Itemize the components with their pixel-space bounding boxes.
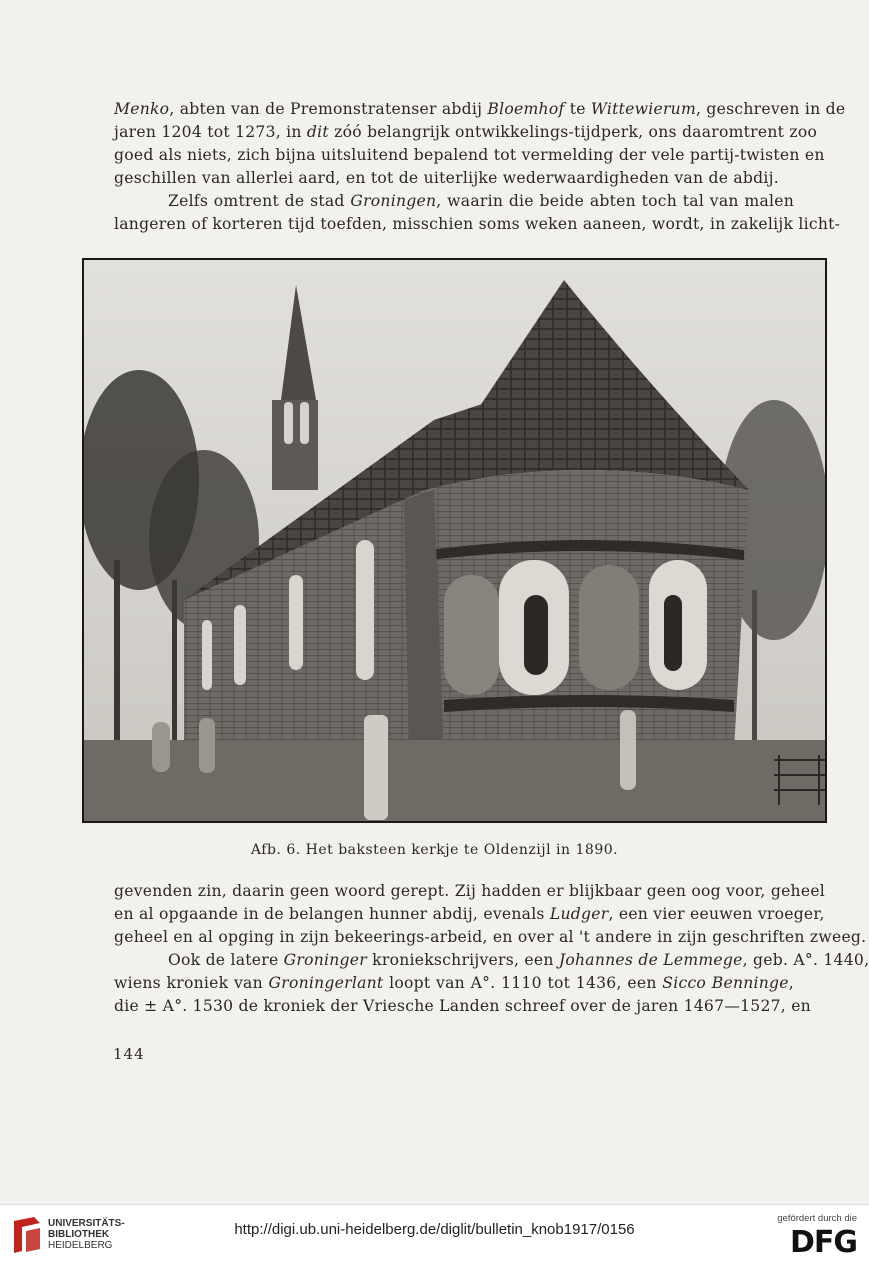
- church-illustration: [84, 260, 825, 821]
- text-run: Ook de latere: [168, 951, 284, 969]
- dfg-logo[interactable]: DFG: [789, 1225, 857, 1260]
- text-run: loopt van A°. 1110 tot 1436, een: [383, 974, 663, 992]
- italic-name: Johannes de Lemmege: [558, 951, 743, 969]
- text-run: , een vier eeuwen vroeger,: [608, 905, 825, 923]
- text-line: [114, 190, 794, 213]
- churchyard-grass: [84, 740, 825, 821]
- text-run: , abten van de Premonstratenser abdij: [169, 100, 488, 118]
- italic-name: Sicco Benninge: [662, 974, 789, 992]
- italic-name: Groningerlant: [268, 974, 384, 992]
- italic-name: Groninger: [283, 951, 367, 969]
- tower-opening: [300, 402, 309, 444]
- library-name-line: BIBLIOTHEK: [48, 1229, 110, 1240]
- italic-name: Bloemhof: [487, 100, 565, 118]
- text-line: geschillen van allerlei aard, en tot de uiterlijke wederwaardigheden van de abdij.: [114, 169, 779, 187]
- italic-name: Wittewierum: [590, 100, 697, 118]
- text-run: te: [564, 100, 591, 118]
- text-run: wiens kroniek van: [114, 974, 269, 992]
- italic-name: Menko: [114, 100, 170, 118]
- church-photograph: [82, 258, 827, 823]
- text-run: jaren 1204 tot 1273, in: [114, 123, 307, 141]
- text-line: goed als niets, zich bijna uitsluitend bepalend tot vermelding der vele partij-twisten en: [114, 146, 825, 164]
- viewer-footer: [0, 1204, 869, 1268]
- text-line: geheel en al opging in zijn bekeerings-arbeid, en over al 't andere in zijn geschriften zweeg.: [114, 928, 867, 946]
- text-run: kroniekschrijvers, een: [366, 951, 559, 969]
- bell-tower: [272, 400, 318, 490]
- library-name-line: HEIDELBERG: [48, 1240, 113, 1251]
- text-run: ,: [788, 974, 794, 992]
- tower-opening: [284, 402, 293, 444]
- top-paragraph: [114, 98, 846, 236]
- text-run: zóó belangrijk ontwikkelings-tijdperk, ons daaromtrent zoo: [328, 123, 818, 141]
- text-line: langeren of korteren tijd toefden, misschien soms weken aaneen, wordt, in zakelijk licht-: [114, 215, 841, 233]
- text-run: , geb. A°. 1440,: [742, 951, 869, 969]
- text-line: gevenden zin, daarin geen woord gerept. Zij hadden er blijkbaar geen oog voor, geheel: [114, 882, 826, 900]
- text-line: [114, 98, 846, 121]
- figure-caption: Afb. 6. Het baksteen kerkje te Oldenzijl in 1890.: [250, 842, 619, 858]
- permalink-url[interactable]: http://digi.ub.uni-heidelberg.de/diglit/bulletin_knob1917/0156: [234, 1221, 635, 1238]
- text-run: , waarin die beide abten toch tal van malen: [436, 192, 795, 210]
- page-number: 144: [113, 1045, 145, 1063]
- bottom-paragraph: [114, 880, 869, 1018]
- text-line: [114, 949, 869, 972]
- text-line: die ± A°. 1530 de kroniek der Vriesche Landen schreef over de jaren 1467—1527, en: [114, 997, 811, 1015]
- text-line: [114, 972, 794, 995]
- text-run: , geschreven in de: [696, 100, 846, 118]
- text-run: en al opgaande in de belangen hunner abdij, evenals: [114, 905, 550, 923]
- italic-word: dit: [306, 123, 329, 141]
- text-line: [114, 903, 825, 926]
- library-name-line: UNIVERSITÄTS-: [48, 1218, 125, 1229]
- italic-name: Ludger: [549, 905, 609, 923]
- italic-name: Groningen: [350, 192, 437, 210]
- text-run: Zelfs omtrent de stad: [168, 192, 351, 210]
- funded-by-label: gefördert durch die: [777, 1213, 857, 1224]
- text-line: [114, 121, 818, 144]
